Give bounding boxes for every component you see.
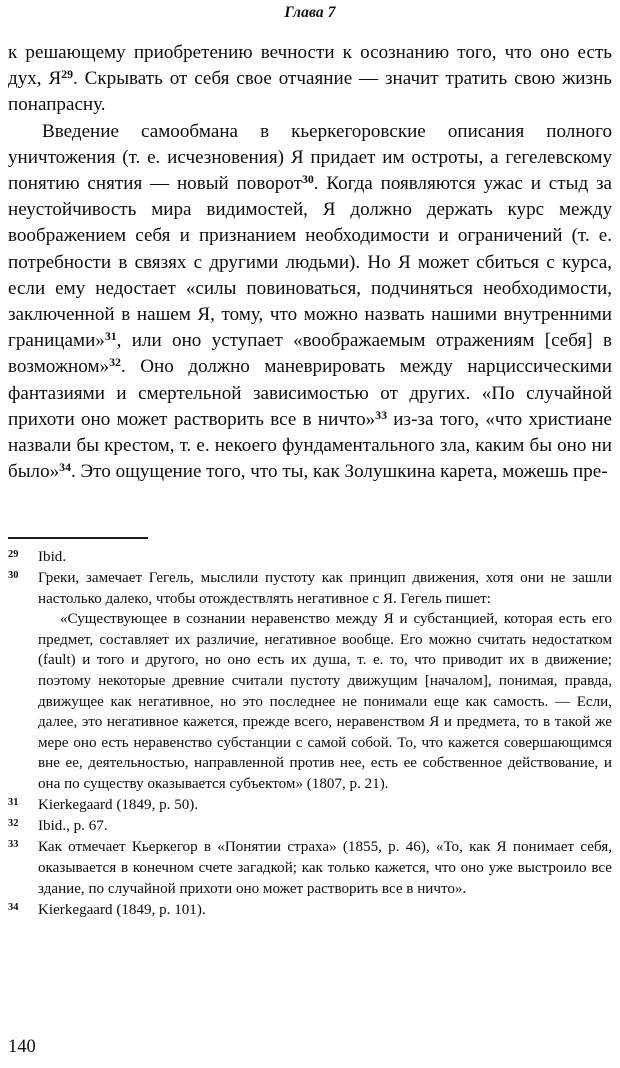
footnote-number-33[interactable]: 33: [8, 839, 19, 851]
footnote-ref-34[interactable]: 34: [59, 460, 71, 475]
footnote-ref-30[interactable]: 30: [301, 171, 314, 186]
footnote-number-32[interactable]: 32: [8, 818, 19, 830]
footnote-ref-33[interactable]: 33: [375, 407, 387, 422]
footnote-text-32: Ibid., p. 67.: [38, 818, 108, 835]
body-text-block: [8, 40, 612, 485]
footnote-blockquote-30: «Существующее в сознании неравенство между Я и субстанцией, которая есть его предмет, составляет их различие, негативное вообще. Его можно считать недостатком (fault) и того и другого, но оно есть их душа, т. е. то, что приводит их в движение; поэтому некоторые древние считали пустоту движущим [началом], понимая, правда, движущее как негативное, но это последнее не понимали еще как самость. — Если, далее, это негативное кажется, прежде всего, неравенством Я и предмета, то в такой же мере оно есть неравенство субстанции с самой собой. То, что кажется совершающимся вне ее, деятельностью, направленной против нее, есть ее собственное действование, и она по существу оказывается субъектом» (1807, p. 21).: [38, 611, 612, 793]
footnote-text-30: Греки, замечает Гегель, мыслили пустоту как принцип движения, хотя они не зашли настолько далеко, чтобы отождествлять негативное с Я. Гегель пишет:: [38, 570, 612, 607]
page-number: 140: [8, 1037, 36, 1057]
footnote-number-30[interactable]: 30: [8, 570, 19, 582]
paragraph-continued: к решающему приобретению вечности к осознанию того, что оно есть дух, Я$^{29}$. Скрывать от себя свое отчаяние — значит тратить свою жизнь понапрасну.: [8, 42, 612, 116]
footnote-item-32: [8, 816, 612, 837]
footnote-item-30: [8, 568, 612, 795]
footnote-item-29: [8, 547, 612, 568]
footnote-text-29: Ibid.: [38, 549, 67, 565]
footnote-ref-32[interactable]: 32: [109, 355, 121, 370]
footnote-separator-rule: [8, 537, 148, 539]
footnote-item-31: [8, 795, 612, 816]
footnote-text-34: Kierkegaard (1849, p. 101).: [38, 901, 206, 918]
footnote-text-31: Kierkegaard (1849, p. 50).: [38, 797, 199, 814]
paragraph-samoobman: Введение самообмана в кьеркегоровские описания полного уничтожения (т. е. исчезновения) Я придает им остроты, а гегелевскому понятию снятия — новый поворот$^{30}$. Когда появляются ужас и стыд за неустойчивость мира видимостей, Я должно держать курс между воображением себя и признанием необходимости и ограничений (т. е. потребности в связях с другими людьми). Но Я может сбиться с курса, если ему недостает «силы повиноваться, подчиняться необходимости, заключенной в нашем Я, тому, что можно назвать нашими внутренними границами»$^{31}$, или оно уступает «воображаемым отражениям [себя] в возможном»$^{32}$. Оно должно маневрировать между нарциссическими фантазиями и смертельной зависимостью от других. «По случайной прихоти оно может растворить все в ничто»$^{33}$ из-за того, «что христиане назвали бы крестом, т. е. некоего фундаментального зла, каким бы оно ни было»$^{34}$. Это ощущение того, что ты, как Золушкина карета, можешь пре-: [8, 120, 612, 483]
footnote-list: [8, 547, 612, 921]
footnote-item-33: [8, 837, 612, 899]
footnote-number-34[interactable]: 34: [8, 901, 19, 913]
running-header: Глава 7: [284, 4, 336, 21]
footnote-ref-29[interactable]: 29: [61, 67, 74, 82]
footnote-item-34: [8, 900, 612, 921]
footnote-number-31[interactable]: 31: [8, 797, 19, 809]
footnote-number-29[interactable]: 29: [8, 549, 19, 560]
footnote-text-33: Как отмечает Кьеркегор в «Понятии страха» (1855, p. 46), «То, как Я понимает себя, оказывается в конечном счете загадкой; как только кажется, что оно уже выстроило все здание, по случайной прихоти оно может растворить все в ничто».: [38, 839, 612, 897]
footnote-ref-31[interactable]: 31: [104, 329, 117, 344]
